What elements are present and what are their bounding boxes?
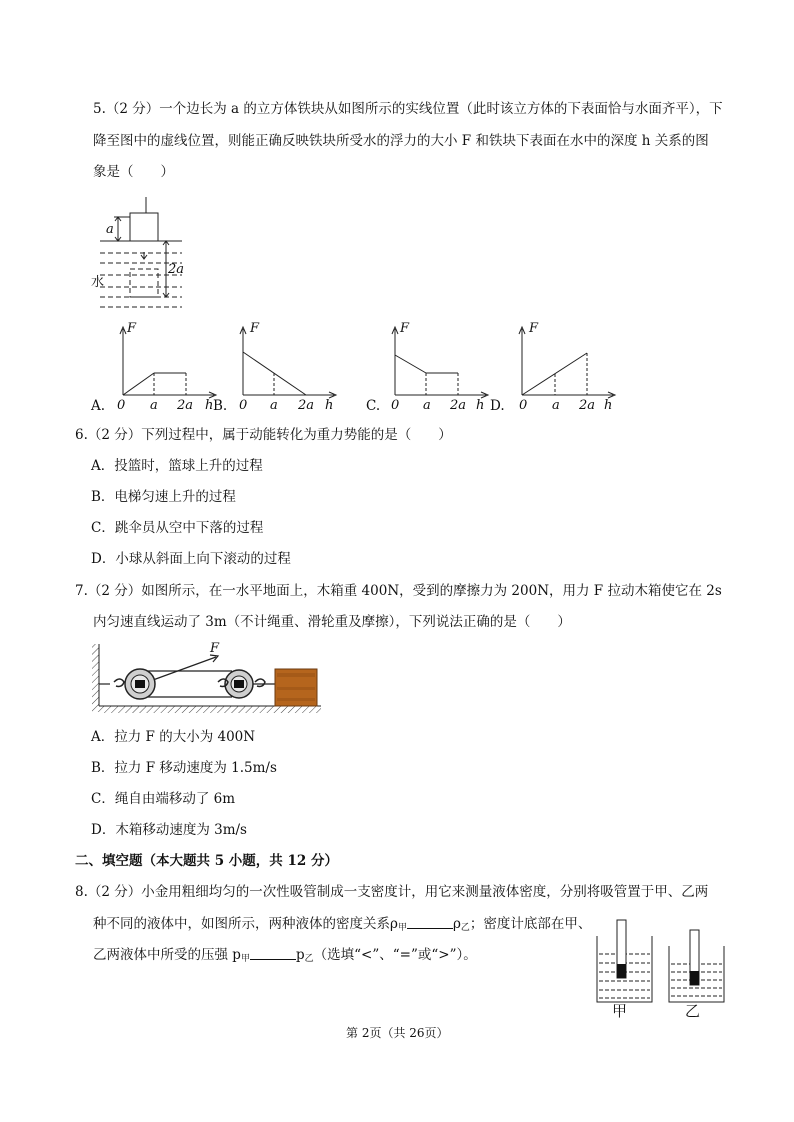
q5-graph-a-F: F	[127, 321, 137, 336]
q8-rho: ρ	[452, 916, 461, 932]
q5-label-water: 水	[91, 275, 105, 290]
section-2-heading: 二、填空题（本大题共 5 小题，共 12 分）	[75, 853, 338, 869]
q5-graph-c-0: 0	[391, 398, 400, 413]
q8-line3-tail: （选填“<”、“=”或“>”）。	[313, 947, 477, 963]
q8-label-yi: 乙	[685, 1002, 701, 1020]
q5-graph-b-2a: 2a	[298, 398, 315, 413]
q5-option-b[interactable]: B.	[213, 398, 228, 414]
q5-label-2a: 2a	[168, 262, 185, 277]
q7-force-label: F	[210, 641, 220, 656]
q8-sub-yi: 乙	[460, 923, 470, 933]
q5-graph-c-2a: 2a	[450, 398, 467, 413]
q7-option-d[interactable]: D．木箱移动速度为 3m/s	[91, 822, 247, 838]
q8-line3-text: 乙两液体中所受的压强 p	[93, 947, 241, 963]
q5-stem-line-3: 象是（ ）	[93, 164, 174, 180]
q5-graph-d-a: a	[552, 398, 560, 413]
q5-graph-a-0: 0	[117, 398, 126, 413]
q5-label-a: a	[106, 222, 114, 237]
q5-graph-a	[118, 325, 218, 405]
q5-graph-c	[390, 325, 490, 405]
q6-option-d[interactable]: D．小球从斜面上向下滚动的过程	[91, 551, 291, 567]
q5-option-a[interactable]: A.	[91, 398, 106, 414]
q5-cube-figure	[100, 197, 220, 317]
q8-line2-text: 种不同的液体中，如图所示，两种液体的密度关系ρ	[93, 916, 398, 932]
q5-stem-line-2: 降至图中的虚线位置，则能正确反映铁块所受水的浮力的大小 F 和铁块下表面在水中的深度 h 关系的图	[93, 133, 709, 149]
q7-pulley-figure	[92, 640, 322, 720]
q8-label-jia: 甲	[612, 1002, 628, 1020]
q5-graph-d-h: h	[604, 398, 613, 413]
q5-graph-a-2a: 2a	[177, 398, 194, 413]
q7-option-c[interactable]: C．绳自由端移动了 6m	[91, 791, 236, 807]
q5-graph-b-h: h	[325, 398, 334, 413]
q5-option-d[interactable]: D.	[490, 398, 505, 414]
q5-graph-a-a: a	[150, 398, 158, 413]
q5-graph-b-a: a	[270, 398, 278, 413]
q8-stem-line-1: 8.（2 分）小金用粗细均匀的一次性吸管制成一支密度计，用它来测量液体密度，分别将吸管置于甲、乙两	[75, 884, 709, 900]
q8-blank-pressure[interactable]	[250, 948, 296, 960]
q8-blank-density[interactable]	[407, 917, 453, 929]
q8-sub-jia-2: 甲	[240, 954, 250, 964]
q5-graph-d-2a: 2a	[579, 398, 596, 413]
q8-line2-tail: ；密度计底部在甲、	[469, 916, 592, 932]
q5-graph-b-F: F	[250, 321, 260, 336]
q5-graph-a-h: h	[205, 398, 214, 413]
q8-sub-yi-2: 乙	[304, 954, 314, 964]
q8-sub-jia: 甲	[397, 923, 407, 933]
q7-option-a[interactable]: A．拉力 F 的大小为 400N	[91, 729, 256, 745]
q7-stem-line-1: 7.（2 分）如图所示，在一水平地面上，木箱重 400N，受到的摩擦力为 200N，用力 F 拉动木箱使它在 2s	[75, 583, 722, 599]
q5-graph-b	[238, 325, 338, 405]
q5-graph-b-0: 0	[239, 398, 248, 413]
q8-p: p	[295, 947, 305, 963]
q5-graph-d-F: F	[529, 321, 539, 336]
q5-graph-c-F: F	[400, 321, 410, 336]
q6-option-c[interactable]: C．跳伞员从空中下落的过程	[91, 520, 264, 536]
q6-option-b[interactable]: B．电梯匀速上升的过程	[91, 489, 236, 505]
q5-graph-d-0: 0	[519, 398, 528, 413]
q7-option-b[interactable]: B．拉力 F 移动速度为 1.5m/s	[91, 760, 277, 776]
q7-stem-line-2: 内匀速直线运动了 3m（不计绳重、滑轮重及摩擦），下列说法正确的是（ ）	[93, 614, 571, 630]
q5-stem-line-1: 5.（2 分）一个边长为 a 的立方体铁块从如图所示的实线位置（此时该立方体的下表面恰与水面齐平），下	[93, 101, 723, 117]
q8-stem-line-2	[93, 917, 591, 933]
q6-option-a[interactable]: A．投篮时，篮球上升的过程	[91, 458, 263, 474]
q8-stem-line-3	[93, 948, 477, 964]
page-footer: 第 2页（共 26页）	[346, 1026, 449, 1040]
q5-graph-c-h: h	[476, 398, 485, 413]
q5-graph-c-a: a	[423, 398, 431, 413]
q6-stem: 6.（2 分）下列过程中，属于动能转化为重力势能的是（ ）	[75, 427, 452, 443]
q8-beakers-figure	[594, 918, 754, 1008]
q5-graph-d	[517, 325, 617, 405]
q5-option-c[interactable]: C.	[366, 398, 381, 414]
